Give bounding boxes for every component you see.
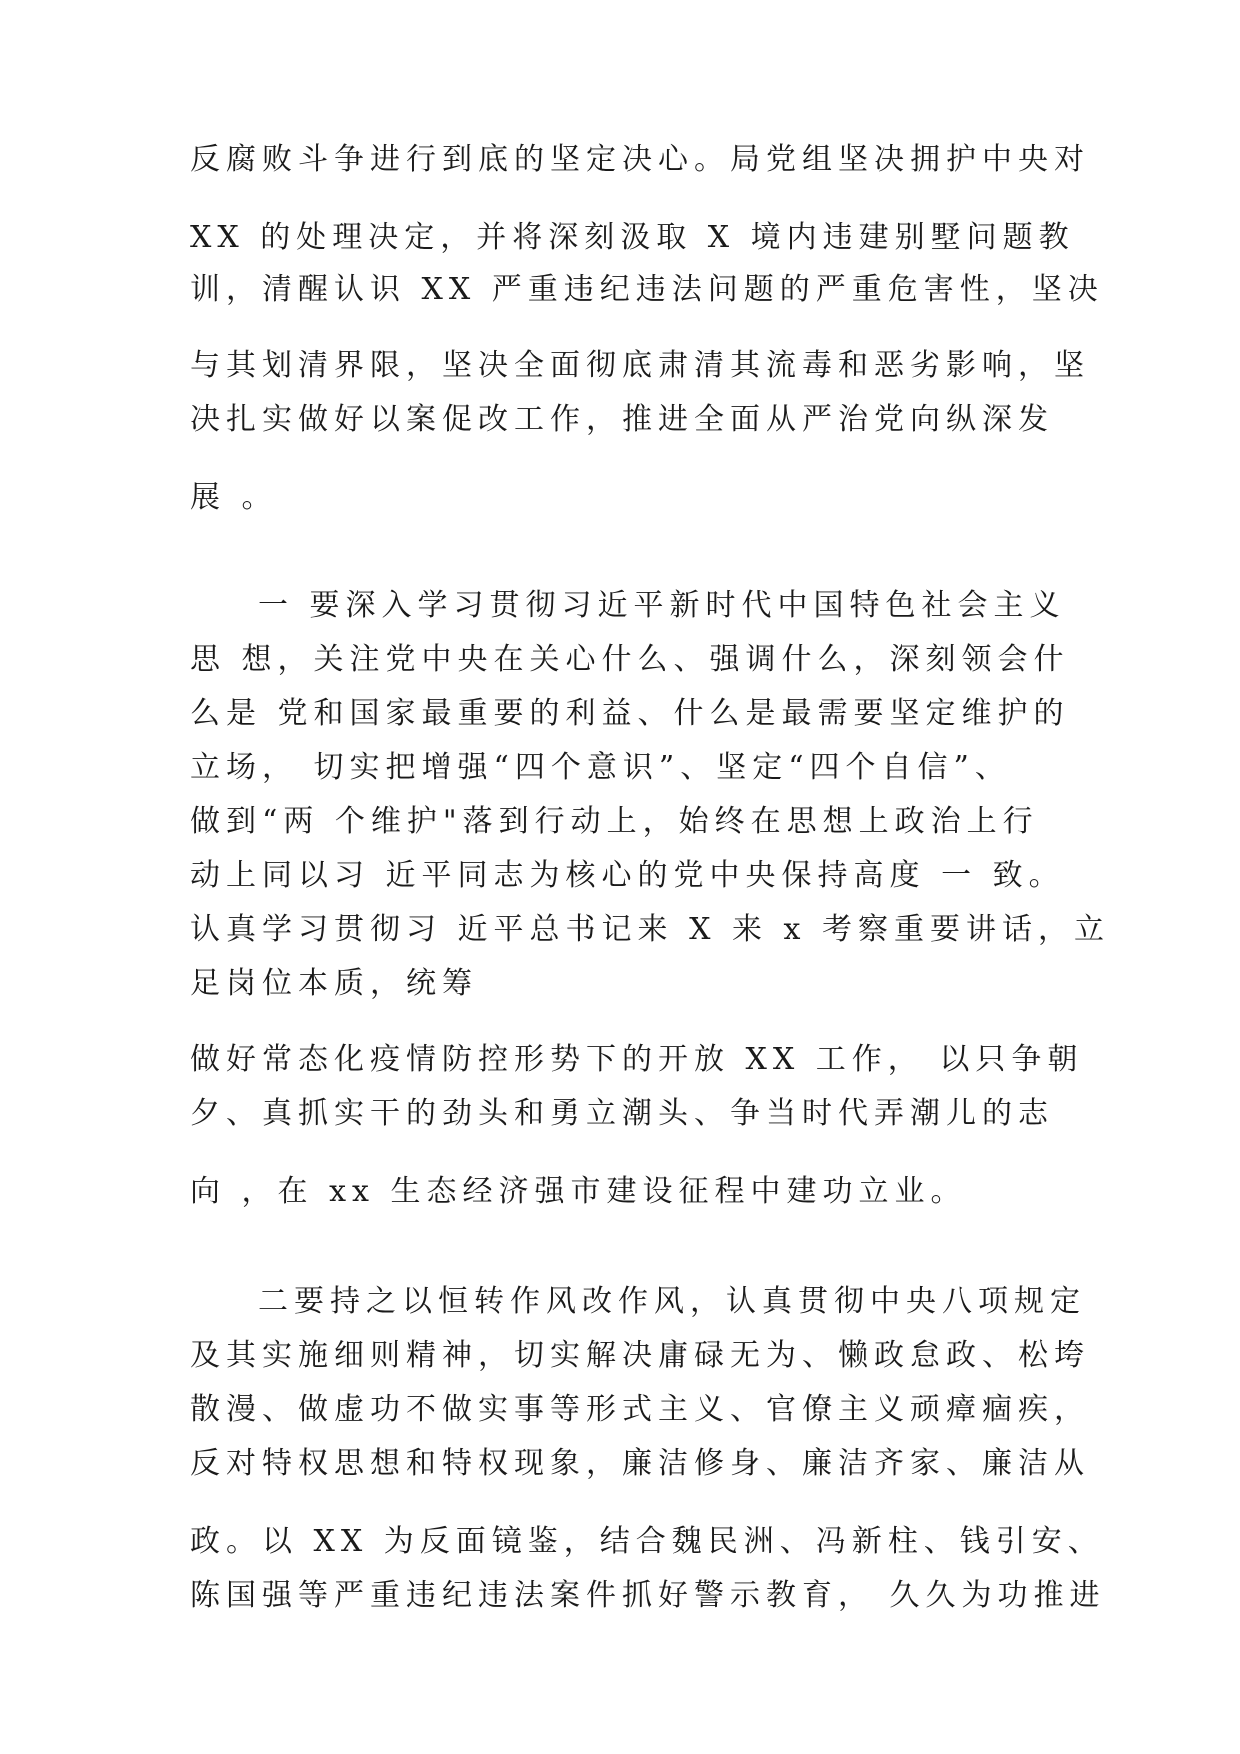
text-line: 反对特权思想和特权现象，廉洁修身、廉洁齐家、廉洁从 [190,1446,1090,1481]
text-line: 展 。 [190,480,278,515]
paragraph-one-start: 一 要深入学习贯彻习近平新时代中国特色社会主义 [258,588,1066,623]
text-line: 动上同以习 近平同志为核心的党中央保持高度 一 致。 [190,858,1065,893]
text-line: 足岗位本质，统筹 [190,966,478,1001]
text-line: 反腐败斗争进行到底的坚定决心。局党组坚决拥护中央对 [190,142,1090,177]
text-line: 及其实施细则精神，切实解决庸碌无为、懒政怠政、松垮 [190,1338,1090,1373]
text-line: 向 ，在 xx 生态经济强市建设征程中建功立业。 [190,1174,967,1209]
text-line: 认真学习贯彻习 近平总书记来 X 来 x 考察重要讲话，立 [190,912,1110,947]
text-line: 训，清醒认识 XX 严重违纪违法问题的严重危害性，坚决 [190,272,1104,307]
text-line: 政。以 XX 为反面镜鉴，结合魏民洲、冯新柱、钱引安、 [190,1524,1104,1559]
text-line: 与其划清界限，坚决全面彻底肃清其流毒和恶劣影响，坚 [190,348,1090,383]
text-line: 陈国强等严重违纪违法案件抓好警示教育， 久久为功推进 [190,1578,1106,1613]
text-line: 做好常态化疫情防控形势下的开放 XX 工作， 以只争朝 [190,1042,1084,1077]
text-line: 做到“两 个维护"落到行动上，始终在思想上政治上行 [190,804,1039,839]
text-line: 思 想，关注党中央在关心什么、强调什么，深刻领会什 [190,642,1070,677]
text-line: 决扎实做好以案促改工作，推进全面从严治党向纵深发 [190,402,1054,437]
text-line: 夕、真抓实干的劲头和勇立潮头、争当时代弄潮儿的志 [190,1096,1054,1131]
text-line: XX 的处理决定，并将深刻汲取 X 境内违建别墅问题教 [190,220,1075,255]
text-line: 立场， 切实把增强“四个意识”、坚定“四个自信”、 [190,750,1011,785]
text-line: 散漫、做虚功不做实事等形式主义、官僚主义顽瘴痼疾， [190,1392,1090,1427]
paragraph-two-start: 二要持之以恒转作风改作风，认真贯彻中央八项规定 [258,1284,1086,1319]
text-line: 么是 党和国家最重要的利益、什么是最需要坚定维护的 [190,696,1070,731]
